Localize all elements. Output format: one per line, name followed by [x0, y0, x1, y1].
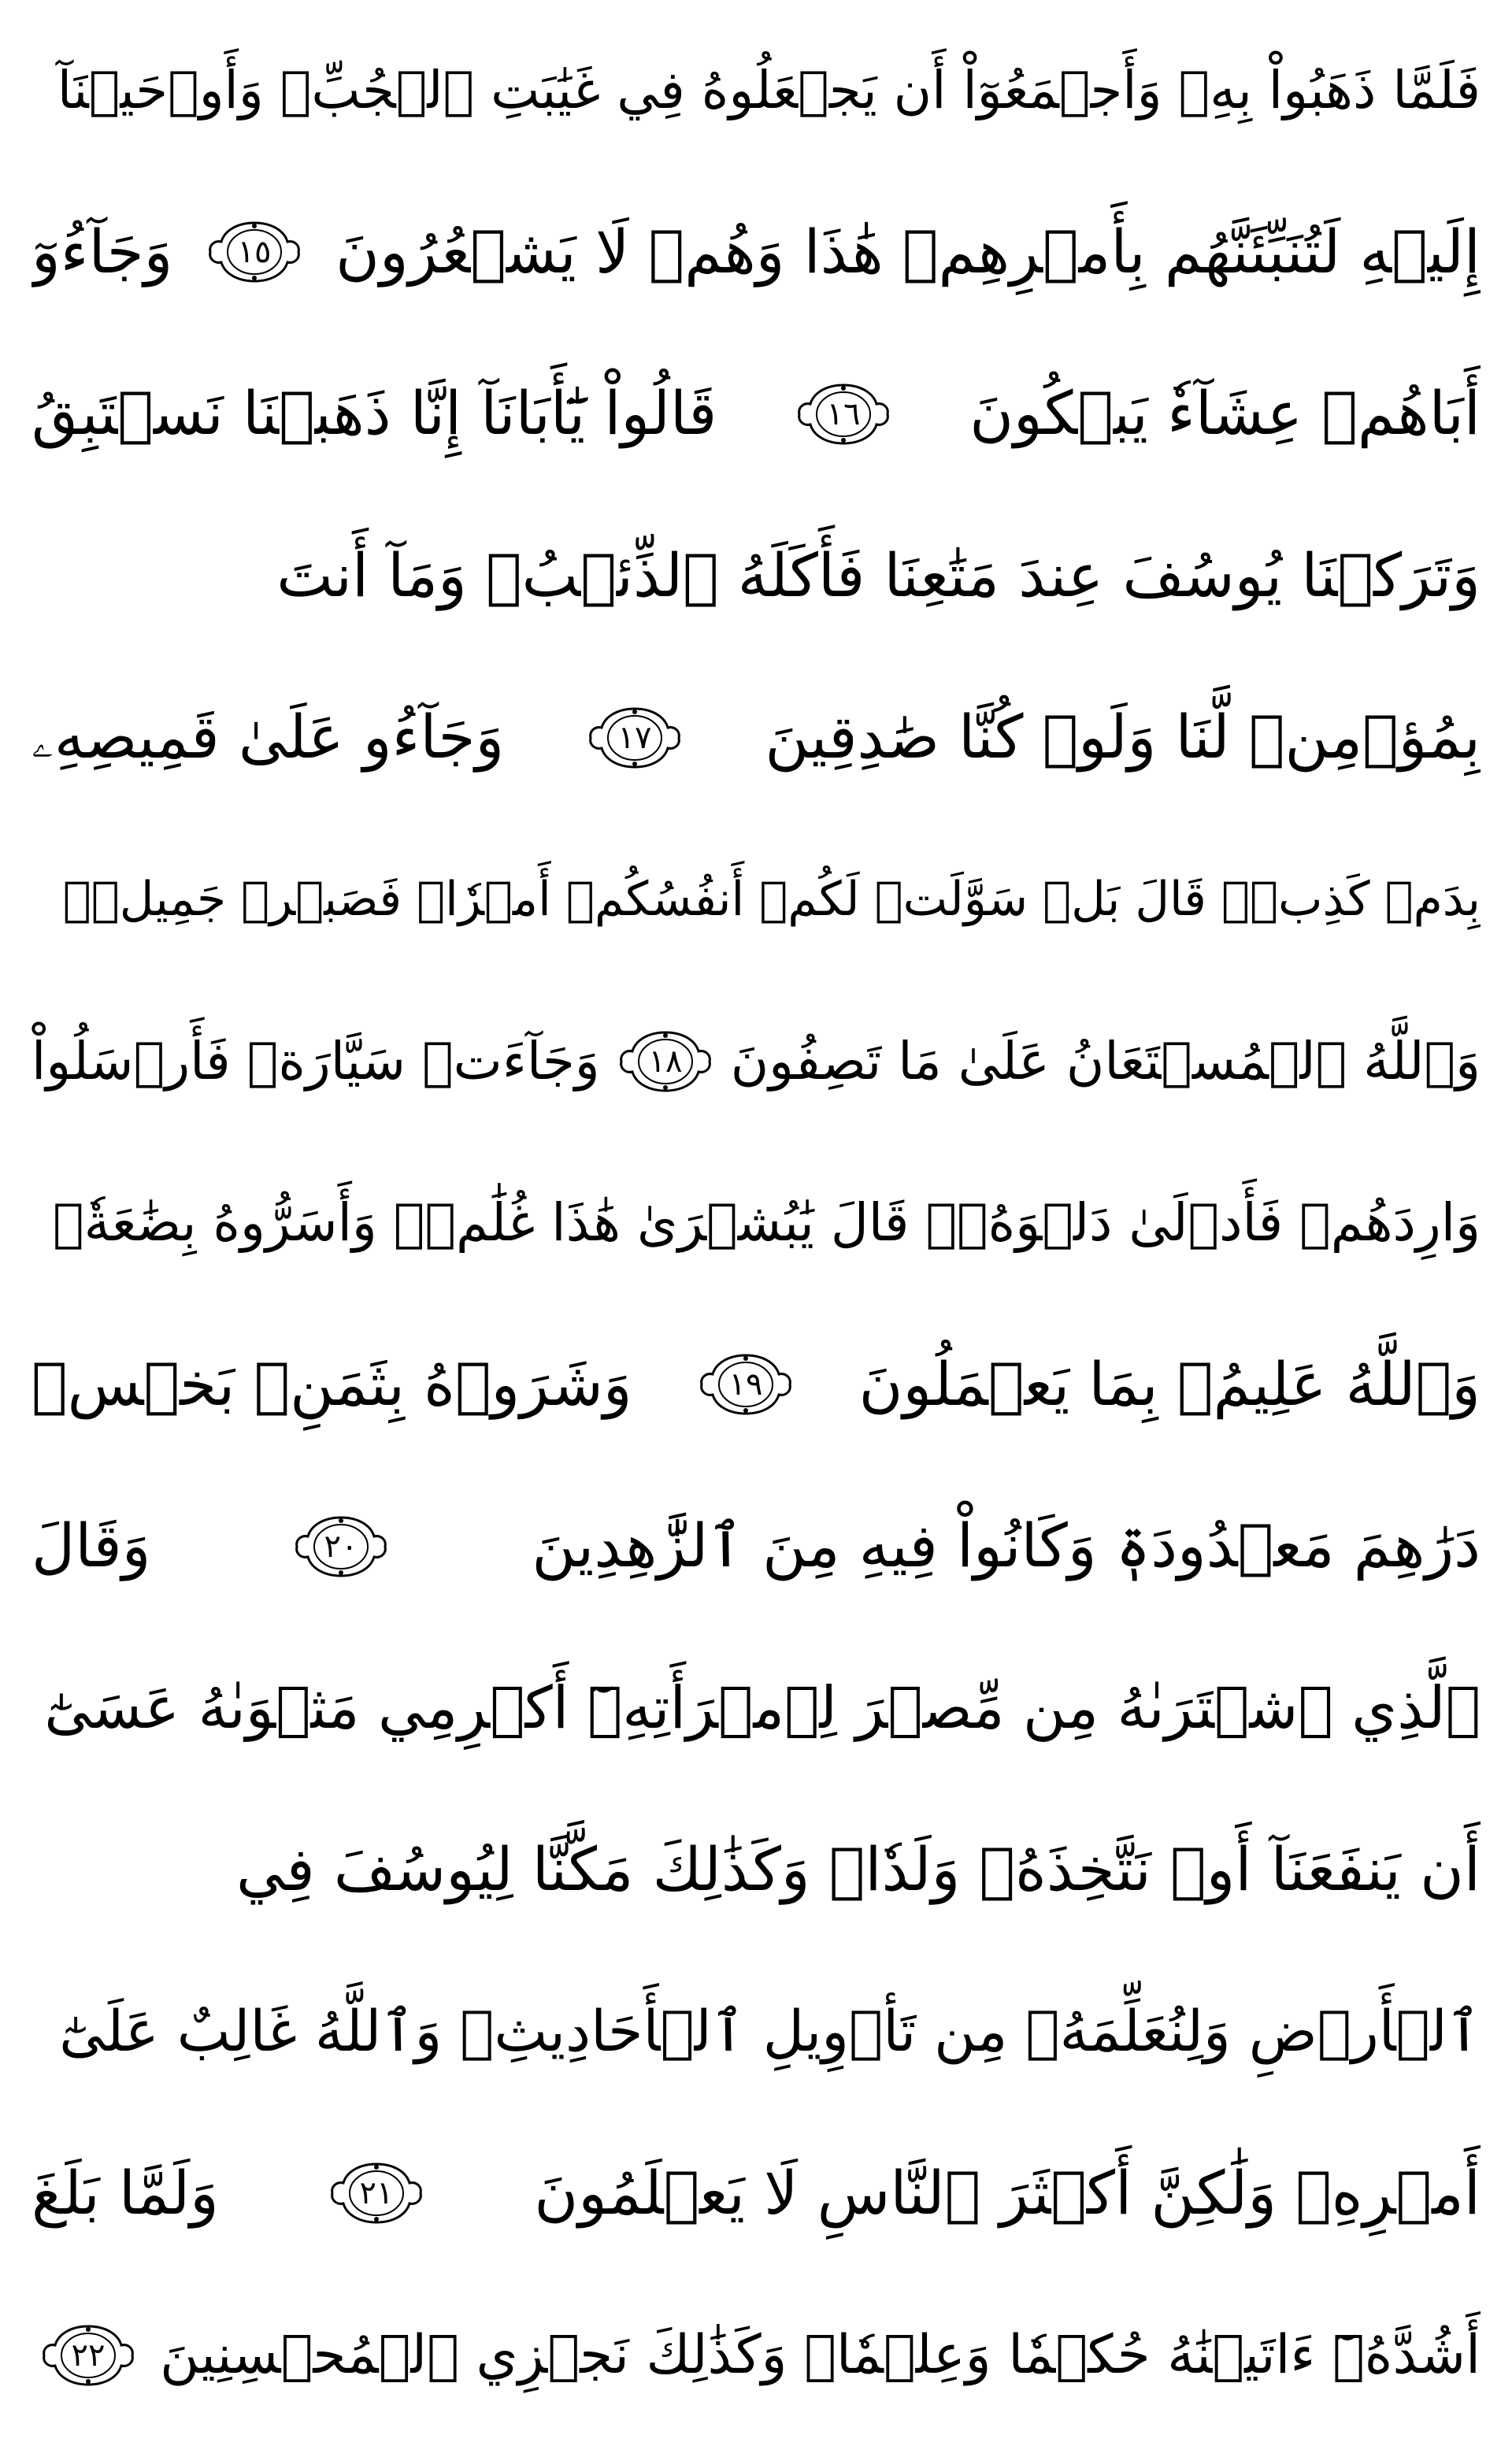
verse-line — [32, 1164, 1480, 1282]
ayah-number: ١٩ — [728, 1366, 763, 1403]
verse-text: بِمُؤۡمِنٖ لَّنَا وَلَوۡ كُنَّا صَٰدِقِينَ — [765, 702, 1480, 773]
ayah-ornament-icon — [328, 2161, 425, 2225]
verse-line — [32, 193, 1480, 311]
verse-text: دَرَٰهِمَ مَعۡدُودَةٖ وَكَانُواْ فِيهِ مِنَ ٱلزَّٰهِدِينَ — [532, 1510, 1480, 1581]
verse-line — [32, 1811, 1480, 1929]
verse-line — [32, 1002, 1480, 1121]
verse-line — [32, 355, 1480, 473]
verse-text: وَشَرَوۡهُ بِثَمَنِۭ بَخۡسٖ — [32, 1348, 632, 1419]
ayah-number: ١٥ — [237, 234, 272, 271]
ayah-number: ٢٠ — [324, 1528, 358, 1565]
verse-text: بِدَمٖ كَذِبٖۚ قَالَ بَلۡ سَوَّلَتۡ لَكُمۡ أَنفُسُكُمۡ أَمۡرٗاۖ فَصَبۡرٞ جَمِيلٞۖ — [62, 872, 1480, 928]
verse-text: وَٱللَّهُ ٱلۡمُسۡتَعَانُ عَلَىٰ مَا تَصِفُونَ — [730, 1030, 1480, 1091]
ayah-ornament-icon — [697, 1352, 795, 1417]
verse-text: أَمۡرِهِۦ وَلَٰكِنَّ أَكۡثَرَ ٱلنَّاسِ لَا يَعۡلَمُونَ — [534, 2158, 1480, 2229]
ayah-number-marker — [586, 706, 684, 770]
verse-text: وَلَمَّا بَلَغَ — [32, 2158, 219, 2229]
verse-line — [32, 1325, 1480, 1444]
ayah-ornament-icon — [39, 2323, 137, 2388]
ayah-ornament-icon — [292, 1514, 390, 1579]
verse-text: أَبَاهُمۡ عِشَآءٗ يَبۡكُونَ — [969, 378, 1480, 449]
verse-line — [32, 840, 1480, 958]
verse-text: إِلَيۡهِ لَتُنَبِّئَنَّهُم بِأَمۡرِهِمۡ هَٰذَا وَهُمۡ لَا يَشۡعُرُونَ — [335, 217, 1480, 287]
verse-line — [32, 1973, 1480, 2091]
ayah-number: ١٨ — [648, 1043, 683, 1080]
verse-line — [32, 2296, 1480, 2414]
ayah-number: ٢١ — [359, 2175, 394, 2212]
ayah-number: ١٦ — [826, 395, 861, 432]
ayah-number-marker — [795, 382, 892, 447]
ayah-ornament-icon — [617, 1029, 714, 1094]
verse-text: وَجَآءُو عَلَىٰ قَمِيصِهِۦ — [32, 702, 505, 773]
ayah-number-marker — [206, 220, 303, 284]
ayah-number-marker — [292, 1514, 390, 1579]
verse-text: وَجَآءُوٓ — [32, 217, 173, 287]
ayah-number: ١٧ — [617, 719, 652, 756]
verse-line — [32, 517, 1480, 635]
verse-text: أَشُدَّهُۥٓ ءَاتَيۡنَٰهُ حُكۡمٗا وَعِلۡمٗاۚ وَكَذَٰلِكَ نَجۡزِي ٱلۡمُحۡسِنِينَ — [160, 2323, 1480, 2386]
verse-text: ٱلَّذِي ٱشۡتَرَىٰهُ مِن مِّصۡرَ لِٱمۡرَأَتِهِۦٓ أَكۡرِمِي مَثۡوَىٰهُ عَسَىٰٓ — [44, 1674, 1480, 1743]
verse-text: وَٱللَّهُ عَلِيمُۢ بِمَا يَعۡمَلُونَ — [858, 1348, 1480, 1419]
verse-line — [32, 1649, 1480, 1767]
verse-text: وَقَالَ — [32, 1510, 151, 1581]
verse-text: وَجَآءَتۡ سَيَّارَةٞ فَأَرۡسَلُواْ — [32, 1030, 600, 1091]
ayah-number-marker — [39, 2323, 137, 2388]
verse-line — [32, 1488, 1480, 1606]
ayah-number-marker — [328, 2161, 425, 2225]
ayah-number-marker — [697, 1352, 795, 1417]
ayah-ornament-icon — [795, 382, 892, 447]
verse-text: ٱلۡأَرۡضِ وَلِنُعَلِّمَهُۥ مِن تَأۡوِيلِ ٱلۡأَحَادِيثِۚ وَٱللَّهُ غَالِبٌ عَلَىٰٓ — [59, 1998, 1480, 2065]
verse-text: وَتَرَكۡنَا يُوسُفَ عِندَ مَتَٰعِنَا فَأَكَلَهُ ٱلذِّئۡبُۖ وَمَآ أَنتَ — [276, 539, 1480, 610]
ayah-ornament-icon — [586, 706, 684, 770]
verse-text: فَلَمَّا ذَهَبُواْ بِهِۦ وَأَجۡمَعُوٓاْ أَن يَجۡعَلُوهُ فِي غَيَٰبَتِ ٱلۡجُبِّۚ وَأَوۡحَيۡنَآ — [57, 60, 1480, 121]
verse-line — [32, 679, 1480, 797]
verse-line — [32, 32, 1480, 150]
verse-text: قَالُواْ يَٰٓأَبَانَآ إِنَّا ذَهَبۡنَا نَسۡتَبِقُ — [32, 378, 717, 449]
ayah-number-marker — [617, 1029, 714, 1094]
ayah-ornament-icon — [206, 220, 303, 284]
verse-lines — [32, 32, 1480, 2414]
verse-line — [32, 2134, 1480, 2252]
ayah-number: ٢٢ — [71, 2337, 106, 2374]
verse-text: وَارِدَهُمۡ فَأَدۡلَىٰ دَلۡوَهُۥۖ قَالَ يَٰبُشۡرَىٰ هَٰذَا غُلَٰمٞۚ وَأَسَرُّوهُ بِضَٰعَةٗۚ — [53, 1192, 1480, 1254]
verse-text: أَن يَنفَعَنَآ أَوۡ نَتَّخِذَهُۥ وَلَدٗاۚ وَكَذَٰلِكَ مَكَّنَّا لِيُوسُفَ فِي — [236, 1834, 1480, 1905]
